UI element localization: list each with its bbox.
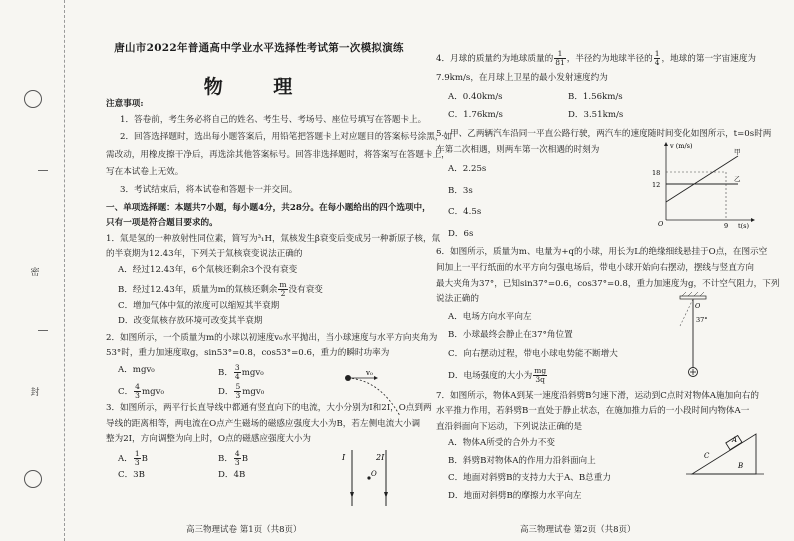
- fraction: [654, 50, 661, 67]
- origin-label: O: [658, 220, 664, 228]
- t-axis-label: t(s): [738, 222, 750, 230]
- q5-option-b: B．3s: [448, 185, 473, 196]
- current-2i-label: 2I: [376, 453, 385, 462]
- current-arrow-icon: [384, 492, 388, 498]
- fraction-num: 1: [654, 49, 660, 58]
- binding-hole: [24, 470, 42, 488]
- fraction: [234, 364, 241, 381]
- label-jia: 甲: [734, 148, 741, 156]
- label-c: C: [704, 452, 710, 460]
- arrow-head-icon: [374, 376, 378, 380]
- q5-stem: 车第二次相遇，则两车第一次相遇的时刻为: [436, 145, 600, 156]
- hatch: [700, 292, 704, 296]
- q3-stem: 整为2I，方向调整为向上时，O点的磁感应强度大小为: [106, 434, 311, 445]
- fraction-num: m: [279, 279, 287, 289]
- q7-stem: 水平推力作用，若斜劈B一直处于静止状态，在施加推力后的一小段时间内物体A一: [436, 406, 750, 417]
- q4-stem-text: ，地球的第一宇宙速度为: [661, 54, 757, 64]
- q1-stem-text: 1．氚是氢的一种放射性同位素，简写为: [106, 233, 258, 244]
- option-text: A．: [118, 453, 133, 464]
- q5-option-d: D．6s: [448, 228, 474, 239]
- page-footer: 高三物理试卷 第1页（共8页）: [186, 525, 302, 535]
- fraction-num: 3: [234, 362, 240, 372]
- fraction-den: 3: [234, 457, 240, 467]
- q2-option-b: [218, 364, 318, 381]
- q3-option-b: [218, 450, 318, 467]
- axis-arrow-icon: [751, 218, 755, 222]
- fraction: [554, 50, 566, 67]
- q3-wires-figure: [340, 448, 400, 508]
- option-text: mgv₀: [141, 386, 164, 397]
- fraction-den: 3: [135, 390, 140, 400]
- q1-stem: [106, 233, 441, 246]
- q6-option-b: B．小球最终会静止在37°角位置: [448, 330, 573, 341]
- current-i-label: I: [342, 453, 346, 462]
- q3-options-row2: [106, 469, 318, 482]
- q6-stem: 间加上一平行纸面的水平方向匀强电场后，带电小球开始向右摆动，摆线与竖直方向: [436, 262, 754, 273]
- exam-title: 唐山市2022年普通高中学业水平选择性考试第一次模拟演练: [114, 42, 404, 54]
- q1-stem-text: ，氚核发生β衰变后变成另一种新原子核，氚: [271, 233, 441, 244]
- q1-option-d: D．改变氚核存放环境可改变其半衰期: [118, 316, 263, 327]
- q7-wedge-figure: [686, 424, 766, 480]
- fraction-num: mg: [534, 365, 547, 375]
- hatch: [694, 292, 698, 296]
- fraction-den: 3q: [535, 374, 545, 384]
- tick-9: 9: [724, 222, 729, 230]
- q3-stem: 3．如图所示，两平行长直导线中都通有竖直向下的电流，大小分别为I和2I，O点到两: [106, 402, 432, 413]
- v-axis-label: v (m/s): [670, 142, 693, 150]
- q4-stem: 7.9km/s，在月球上卫星的最小发射速度约为: [436, 73, 608, 83]
- question-4: [436, 50, 786, 122]
- q5-option-c: C．4.5s: [448, 207, 482, 218]
- fraction: [234, 383, 241, 400]
- line-jia: [666, 156, 738, 202]
- notice-item: 写在本试卷上无效。: [106, 167, 184, 178]
- notice-item: 需改动，用橡皮擦干净后，再选涂其他答案标号。回答非选择题时，将答案写在答题卡上，: [106, 149, 450, 160]
- option-text: 没有衰变: [288, 284, 323, 295]
- q4-option-d: D．3.51km/s: [568, 110, 624, 121]
- gutter-tick: [38, 170, 48, 171]
- q7-option-d: D．地面对斜劈B的摩擦力水平向左: [448, 491, 582, 502]
- q4-stem-text: 4．月球的质量约为地球质量的: [436, 54, 554, 64]
- q2-option-c: [118, 383, 218, 400]
- fraction: [533, 367, 547, 384]
- question-1: [106, 233, 441, 328]
- fraction-den: 4: [234, 371, 240, 381]
- ceiling-mount: [680, 296, 706, 299]
- q2-projectile-figure: [340, 370, 412, 420]
- q3-option-a: [118, 450, 218, 467]
- label-a: A: [732, 436, 738, 444]
- tritium-symbol: ³₁H: [257, 233, 272, 244]
- q1-option-a: A．经过12.43年，6个氚核还剩余3个没有衰变: [118, 264, 298, 275]
- label-yi: 乙: [734, 175, 741, 183]
- fraction-den: 81: [555, 58, 565, 67]
- option-text: B．: [218, 367, 233, 378]
- page-footer: 高三物理试卷 第2页（共8页）: [520, 525, 636, 535]
- q6-pendulum-figure: [670, 292, 720, 382]
- exam-page-2: [416, 0, 794, 541]
- fraction-den: 2: [280, 288, 286, 298]
- hatch: [682, 292, 686, 296]
- q2-options-row1: [106, 364, 318, 381]
- current-arrow-icon: [350, 492, 354, 498]
- q4-options-row2: [436, 109, 688, 122]
- fraction-num: 4: [135, 381, 140, 391]
- point-o-label: O: [695, 302, 701, 310]
- label-b: B: [738, 462, 744, 470]
- q2-stem: 2．如图所示，一个质量为m的小球以初速度v₀水平抛出，当小球速度与水平方向夹角为: [106, 332, 438, 343]
- tick-12: 12: [652, 181, 661, 189]
- q3-options-row1: [106, 450, 318, 467]
- q2-option-d: [218, 383, 318, 400]
- fraction: [134, 450, 141, 467]
- notice-item: 1．答卷前，考生务必将自己的姓名、考生号、考场号、座位号填写在答题卡上。: [120, 114, 427, 125]
- hatch: [688, 292, 692, 296]
- q7-option-c: C．地面对斜劈B的支持力大于A、B总重力: [448, 473, 611, 484]
- q5-option-a: A．2.25s: [448, 163, 487, 174]
- fraction-den: 3: [235, 390, 241, 400]
- gutter-label: 密: [30, 268, 40, 278]
- q4-option-c: C．1.76km/s: [448, 110, 503, 121]
- gutter-tick: [38, 330, 48, 331]
- q6-stem: 6．如图所示，质量为m、电量为+q的小球，用长为L的绝缘细线悬挂于O点，在图示空: [436, 247, 768, 258]
- q6-option-a: A．电场方向水平向左: [448, 311, 532, 322]
- q7-stem: 直沿斜面向下运动，下列说法正确的是: [436, 421, 583, 432]
- option-text: mgv₀: [242, 386, 265, 397]
- fraction-num: 1: [134, 448, 140, 458]
- notice-heading: 注意事项:: [106, 99, 144, 109]
- binding-gutter: [0, 0, 65, 541]
- fraction-den: 4: [654, 58, 660, 67]
- option-text: B．经过12.43年，质量为m的氚核还剩余: [118, 284, 278, 295]
- q3-option-d: D．4B: [218, 469, 246, 480]
- left-column: [106, 98, 453, 481]
- exam-subject: 物 理: [203, 76, 315, 98]
- fraction: [134, 383, 141, 400]
- axis-arrow-icon: [664, 142, 668, 146]
- question-6: [436, 246, 786, 383]
- option-text: D．: [218, 386, 234, 397]
- angle-label: 37°: [696, 316, 708, 324]
- q5-stem: 5．甲、乙两辆汽车沿同一平直公路行驶，两汽车的速度随时间变化如图所示，t=0s时两: [436, 128, 772, 139]
- fraction: [278, 281, 287, 298]
- q4-stem: [436, 50, 786, 67]
- notice-item: 3．考试结束后，将本试卷和答题卡一并交回。: [120, 184, 298, 195]
- q6-stem: 最大夹角为37°，已知sin37°=0.6，cos37°=0.8，重力加速度为g，不计空气阻力，下列: [436, 278, 780, 289]
- fraction-den: 3: [134, 457, 140, 467]
- q3-stem: 导线的距离相等，两电流在O点产生磁场的磁感应强度大小为B，若左侧电流大小调: [106, 418, 421, 429]
- tick-18: 18: [652, 169, 661, 177]
- wedge-b: [692, 434, 756, 474]
- q4-options-row1: [436, 91, 688, 104]
- option-text: C．: [118, 386, 134, 397]
- v0-label: v₀: [366, 369, 373, 377]
- q2-stem: 53°时，重力加速度取g，sin53°=0.8，cos53°=0.6，重力的瞬时功率为: [106, 348, 390, 359]
- q7-stem: 7．如图所示，物体A到某一速度沿斜劈B匀速下滑，运动到C点时对物体A施加向右的: [436, 390, 759, 401]
- gutter-label: 封: [30, 388, 40, 398]
- trajectory-path: [348, 378, 400, 416]
- q4-option-b: B．1.56km/s: [568, 91, 623, 102]
- swing-line: [680, 299, 693, 326]
- q6-option-c: C．向右摆动过程，带电小球电势能不断增大: [448, 348, 618, 359]
- q6-stem: 说法正确的: [436, 294, 479, 305]
- q4-stem-text: ，半径约为地球半径的: [566, 54, 653, 64]
- q5-vt-graph: [646, 140, 756, 230]
- q3-option-c: C．3B: [118, 469, 145, 480]
- fraction-num: 1: [554, 50, 566, 59]
- fraction: [234, 450, 241, 467]
- section-heading-cont: 只有一项是符合题目要求的。: [106, 218, 218, 229]
- q1-option-c: C．增加气体中氚的浓度可以缩短其半衰期: [118, 300, 280, 311]
- q1-stem: 的半衰期为12.43年，下列关于氚核衰变说法正确的: [106, 249, 303, 260]
- fraction-num: 5: [235, 381, 241, 391]
- q1-option-b: [106, 281, 412, 298]
- option-text: D．电场强度的大小为: [448, 370, 533, 381]
- q2-option-a: A．mgv₀: [118, 364, 155, 375]
- q4-option-a: A．0.40km/s: [448, 91, 503, 102]
- q7-option-b: B．斜劈B对物体A的作用力沿斜面向上: [448, 455, 596, 466]
- section-heading: 一、单项选择题：本题共7小题，每小题4分，共28分。在每小题给出的四个选项中，: [106, 202, 431, 213]
- option-text: B: [141, 453, 148, 464]
- option-text: B．: [218, 453, 233, 464]
- notice-item: 2．回答选择题时，选出每小题答案后，用铅笔把答题卡上对应题目的答案标号涂黑，如: [120, 132, 453, 143]
- option-text: B: [241, 453, 249, 464]
- q2-options-row2: [106, 383, 318, 400]
- point-o-label: O: [371, 470, 377, 478]
- fraction-num: 4: [234, 448, 240, 458]
- binding-hole: [24, 90, 42, 108]
- q6-option-d: [436, 367, 786, 384]
- option-text: mgv₀: [241, 367, 264, 378]
- q7-option-a: A．物体A所受的合外力不变: [448, 438, 555, 449]
